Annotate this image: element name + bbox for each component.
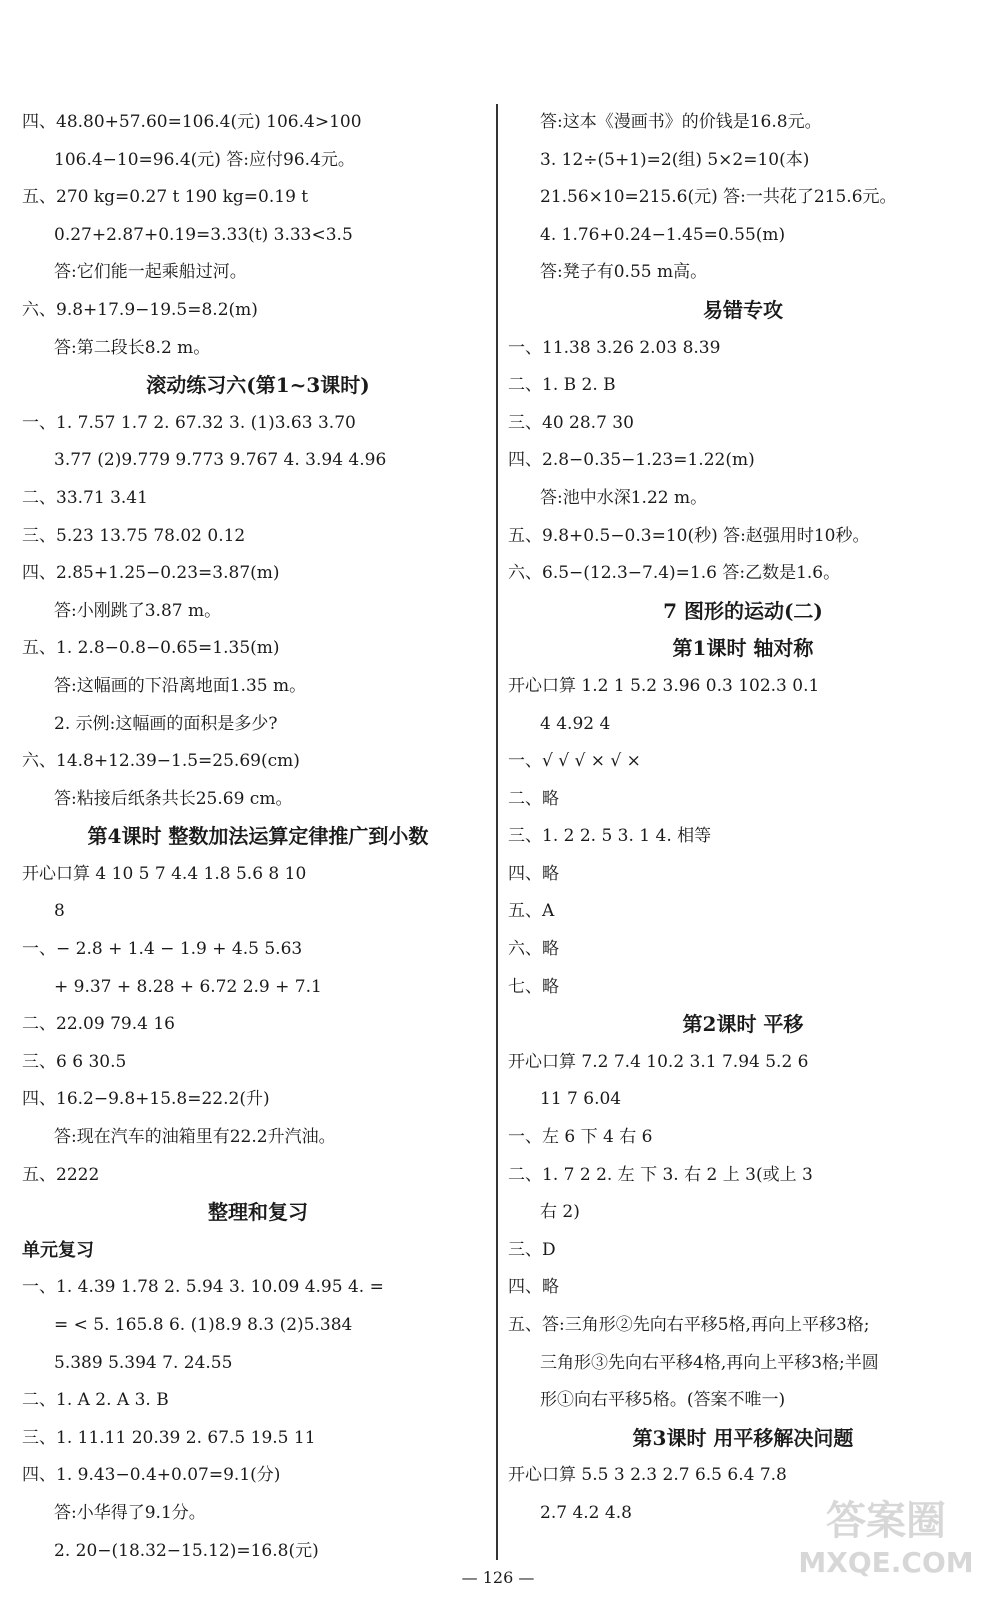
answer-line: 五、A bbox=[508, 901, 555, 922]
answer-line: 答:小华得了9.1分。 bbox=[54, 1502, 206, 1523]
section-heading: 易错专攻 bbox=[703, 297, 783, 322]
answer-line: 四、1. 9.43−0.4+0.07=9.1(分) bbox=[22, 1465, 281, 1486]
answer-line: 五、答:三角形②先向右平移5格,再向上平移3格; bbox=[508, 1315, 870, 1335]
answer-line: 4. 1.76+0.24−1.45=0.55(m) bbox=[540, 224, 786, 245]
answer-line: 二、22.09 79.4 16 bbox=[22, 1014, 175, 1035]
answer-line: 五、2222 bbox=[22, 1164, 100, 1185]
answer-line: 二、略 bbox=[508, 788, 559, 809]
answer-line: 答:这幅画的下沿离地面1.35 m。 bbox=[54, 675, 307, 696]
watermark-url: MXQE.COM bbox=[798, 1546, 974, 1579]
answer-line: 一、1. 4.39 1.78 2. 5.94 3. 10.09 4.95 4. = bbox=[22, 1277, 384, 1298]
answer-line: 答:池中水深1.22 m。 bbox=[540, 487, 708, 508]
section-heading: 整理和复习 bbox=[208, 1200, 308, 1225]
answer-line: 三、1. 11.11 20.39 2. 67.5 19.5 11 bbox=[22, 1427, 316, 1448]
answer-line: 4 4.92 4 bbox=[540, 713, 611, 734]
answer-line: 2.7 4.2 4.8 bbox=[540, 1502, 632, 1523]
answer-line: 四、略 bbox=[508, 863, 559, 884]
section-heading: 第3课时 用平移解决问题 bbox=[632, 1425, 854, 1450]
answer-line: 一、1. 7.57 1.7 2. 67.32 3. (1)3.63 3.70 bbox=[22, 412, 356, 433]
answer-line: 8 bbox=[54, 901, 65, 922]
answer-line: 3.77 (2)9.779 9.773 9.767 4. 3.94 4.96 bbox=[54, 450, 387, 471]
answer-line: 七、略 bbox=[508, 976, 559, 997]
answer-line: 一、左 6 下 4 右 6 bbox=[508, 1127, 653, 1148]
answer-line: + 9.37 + 8.28 + 6.72 2.9 + 7.1 bbox=[54, 976, 322, 997]
answer-line: 五、9.8+0.5−0.3=10(秒) 答:赵强用时10秒。 bbox=[508, 525, 870, 546]
answer-line: 四、16.2−9.8+15.8=22.2(升) bbox=[22, 1089, 270, 1110]
answer-line: 11 7 6.04 bbox=[540, 1089, 622, 1110]
answer-line: 二、1. B 2. B bbox=[508, 375, 616, 396]
answer-line: 2. 20−(18.32−15.12)=16.8(元) bbox=[54, 1540, 319, 1561]
answer-line: 答:这本《漫画书》的价钱是16.8元。 bbox=[540, 112, 822, 132]
right-column bbox=[508, 104, 978, 1533]
answer-line: 右 2) bbox=[540, 1202, 580, 1223]
answer-line: 二、1. A 2. A 3. B bbox=[22, 1390, 169, 1411]
answer-line: 一、√ √ √ × √ × bbox=[508, 751, 641, 772]
answer-line: 开心口算 5.5 3 2.3 2.7 6.5 6.4 7.8 bbox=[508, 1465, 787, 1486]
answer-line: 3. 12÷(5+1)=2(组) 5×2=10(本) bbox=[540, 149, 810, 170]
answer-line: = < 5. 165.8 6. (1)8.9 8.3 (2)5.384 bbox=[54, 1315, 353, 1335]
answer-line: 六、略 bbox=[508, 939, 559, 960]
answer-line: 答:凳子有0.55 m高。 bbox=[540, 262, 708, 283]
answer-line: 5.389 5.394 7. 24.55 bbox=[54, 1352, 233, 1373]
answer-line: 三、5.23 13.75 78.02 0.12 bbox=[22, 525, 246, 546]
answer-line: 六、9.8+17.9−19.5=8.2(m) bbox=[22, 299, 258, 320]
answer-line: 五、1. 2.8−0.8−0.65=1.35(m) bbox=[22, 638, 280, 659]
answer-line: 106.4−10=96.4(元) 答:应付96.4元。 bbox=[54, 149, 355, 170]
left-column bbox=[22, 104, 494, 1570]
answer-line: 开心口算 4 10 5 7 4.4 1.8 5.6 8 10 bbox=[22, 863, 307, 884]
section-heading: 单元复习 bbox=[22, 1239, 94, 1261]
answer-line: 六、6.5−(12.3−7.4)=1.6 答:乙数是1.6。 bbox=[508, 563, 841, 584]
section-heading: 滚动练习六(第1~3课时) bbox=[146, 373, 370, 398]
section-heading: 第1课时 轴对称 bbox=[672, 636, 814, 661]
answer-line: 二、33.71 3.41 bbox=[22, 487, 148, 508]
answer-line: 四、48.80+57.60=106.4(元) 106.4>100 bbox=[22, 112, 362, 132]
section-heading: 7 图形的运动(二) bbox=[663, 598, 823, 623]
answer-line: 四、2.85+1.25−0.23=3.87(m) bbox=[22, 563, 280, 584]
answer-line: 三角形③先向右平移4格,再向上平移3格;半圆 bbox=[540, 1352, 879, 1373]
answer-line: 答:现在汽车的油箱里有22.2升汽油。 bbox=[54, 1127, 336, 1148]
section-heading: 第4课时 整数加法运算定律推广到小数 bbox=[87, 824, 429, 849]
answer-line: 形①向右平移5格。(答案不唯一) bbox=[540, 1390, 786, 1411]
answer-line: 一、11.38 3.26 2.03 8.39 bbox=[508, 337, 721, 358]
column-divider bbox=[496, 104, 498, 1560]
answer-line: 四、略 bbox=[508, 1277, 559, 1298]
answer-line: 21.56×10=215.6(元) 答:一共花了215.6元。 bbox=[540, 187, 897, 208]
page-number: — 126 — bbox=[461, 1568, 535, 1587]
answer-line: 答:粘接后纸条共长25.69 cm。 bbox=[54, 788, 293, 809]
answer-line: 一、− 2.8 + 1.4 − 1.9 + 4.5 5.63 bbox=[22, 939, 303, 960]
answer-line: 三、D bbox=[508, 1239, 556, 1260]
answer-line: 答:它们能一起乘船过河。 bbox=[54, 262, 247, 283]
watermark-title: 答案圈 bbox=[826, 1498, 946, 1544]
answer-line: 五、270 kg=0.27 t 190 kg=0.19 t bbox=[22, 187, 309, 208]
section-heading: 第2课时 平移 bbox=[682, 1012, 804, 1037]
answer-line: 答:第二段长8.2 m。 bbox=[54, 337, 211, 358]
answer-line: 三、1. 2 2. 5 3. 1 4. 相等 bbox=[508, 826, 712, 847]
answer-line: 四、2.8−0.35−1.23=1.22(m) bbox=[508, 450, 755, 471]
answer-line: 六、14.8+12.39−1.5=25.69(cm) bbox=[22, 751, 300, 772]
answer-line: 2. 示例:这幅画的面积是多少? bbox=[54, 713, 278, 734]
answer-line: 答:小刚跳了3.87 m。 bbox=[54, 600, 222, 621]
answer-line: 0.27+2.87+0.19=3.33(t) 3.33<3.5 bbox=[54, 224, 353, 245]
answer-line: 三、6 6 30.5 bbox=[22, 1051, 127, 1072]
answer-line: 二、1. 7 2 2. 左 下 3. 右 2 上 3(或上 3 bbox=[508, 1164, 813, 1185]
answer-line: 三、40 28.7 30 bbox=[508, 412, 634, 433]
answer-line: 开心口算 7.2 7.4 10.2 3.1 7.94 5.2 6 bbox=[508, 1051, 809, 1072]
answer-line: 开心口算 1.2 1 5.2 3.96 0.3 102.3 0.1 bbox=[508, 675, 820, 696]
